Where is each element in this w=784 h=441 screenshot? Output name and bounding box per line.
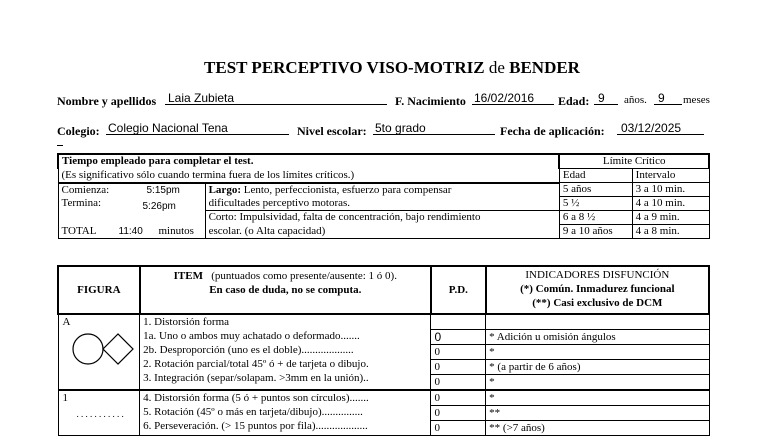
age-row-4: 9 a 10 años [559,225,632,239]
indicators-1-cells [486,390,709,436]
level-label: Nivel escolar: [297,124,367,138]
age-label: Edad: [558,94,590,108]
name-label: Nombre y apellidos [57,94,157,108]
items-table [57,265,710,436]
total-cell: TOTAL 11:40 minutos [58,225,205,239]
indicator-value: * (a partir de 6 años) [486,360,708,375]
page-title: TEST PERCEPTIVO VISO-MOTRIZ de BENDER [204,58,580,77]
age-row-2: 5 ½ [559,197,632,211]
interval-header: Intervalo [632,169,709,183]
interval-row-3: 4 a 9 min. [632,211,709,225]
birth-label: F. Nacimiento [395,94,466,108]
pd-value[interactable]: 0 [431,391,485,406]
largo-line-1: Largo: Lento, perfeccionista, esfuerzo para compensar [205,183,559,197]
indicator-value: * [489,376,495,388]
item-row: 1. Distorsión forma [143,316,230,328]
corto-line-1: Corto: Impulsividad, falta de concentración, bajo rendimiento [205,211,559,225]
indicators-header: INDICADORES DISFUNCIÓN (*) Común. Inmadurez funcional (**) Casi exclusivo de DCM [486,266,709,314]
pd-value[interactable]: 0 [431,406,485,421]
figure-1-label: 1 [62,392,68,404]
time-note: (Es significativo sólo cuando termina fuera de los límites críticos.) [58,169,559,183]
time-table [57,153,710,239]
pd-value[interactable] [431,315,485,330]
level-field[interactable]: 5to grado [375,121,426,135]
months-unit: meses [683,94,710,106]
birth-date-field[interactable]: 16/02/2016 [474,91,535,105]
pd-a-cells [431,314,486,390]
items-1-text [140,390,431,436]
item-row: 6. Perseveración. (> 15 puntos por fila)................... [143,420,368,432]
pd-value[interactable]: 0 [434,422,440,434]
indicator-value: ** (>7 años) [489,422,545,434]
figure-a-cell [58,314,140,390]
interval-row-1: 3 a 10 min. [632,183,709,197]
interval-row-2: 4 a 10 min. [632,197,709,211]
item-row: 5. Rotación (45º o más en tarjeta/dibujo)............... [143,406,363,418]
years-unit: años. [624,94,647,106]
date-label: Fecha de aplicación: [500,124,605,138]
figure-1-drawing: . . . . . . . . . . . [76,409,124,419]
end-time-field[interactable]: 5:26pm [142,200,176,212]
item-row: 3. Integración (separ/solapam. >3mm en la unión).. [143,372,369,384]
name-field[interactable]: Laia Zubieta [168,91,235,105]
total-unit: minutos [158,224,194,237]
item-row: 2. Rotación parcial/total 45º ó + de tarjeta o dibujo. [143,358,369,370]
age-years-field[interactable]: 9 [598,91,605,105]
figure-1-cell [58,390,140,436]
indicator-value: ** [486,406,708,421]
application-date-field[interactable]: 03/12/2025 [621,121,682,135]
pd-value[interactable]: 0 [434,376,440,388]
pd-1-cells [431,390,486,436]
limit-header: Límite Crítico [559,154,709,169]
figure-a-drawing [71,331,135,367]
items-a-text [140,314,431,390]
start-cell: Comienza: 5:15pm [58,183,205,197]
time-title: Tiempo empleado para completar el test. [58,154,559,169]
corto-line-2: escolar. (o Alta capacidad) [205,225,559,239]
pd-value[interactable]: 0 [431,330,485,345]
start-time-field[interactable]: 5:15pm [146,184,180,196]
indicators-a-cells [486,314,709,390]
figura-header: FIGURA [58,266,140,314]
pd-value[interactable]: 0 [431,360,485,375]
pd-value[interactable]: 0 [431,345,485,360]
age-row-1: 5 años [559,183,632,197]
indicator-value: * [486,391,708,406]
blank-cell [58,211,205,225]
indicator-value: * [486,345,708,360]
largo-line-2: dificultades perceptivo motoras. [205,197,559,211]
indicator-value: * Adición u omisión ángulos [486,330,708,345]
school-field[interactable]: Colegio Nacional Tena [108,121,228,135]
indicator-value [486,315,708,330]
age-header: Edad [559,169,632,183]
item-row: 4. Distorsión forma (5 ó + puntos son círculos)....... [143,392,369,404]
interval-row-4: 4 a 8 min. [632,225,709,239]
item-row: 2b. Desproporción (uno es el doble)................... [143,344,354,356]
age-row-3: 6 a 8 ½ [559,211,632,225]
item-header: ITEM (puntuados como presente/ausente: 1 ó 0). En caso de duda, no se computa. [140,266,431,314]
end-cell: Termina: 5:26pm [58,197,205,211]
pd-header: P.D. [431,266,486,314]
age-months-field[interactable]: 9 [658,91,665,105]
item-row: 1a. Uno o ambos muy achatado o deformado....... [143,330,360,342]
school-label: Colegio: [57,124,100,138]
total-time-field[interactable]: 11:40 [118,225,143,237]
figure-a-label: A [62,316,71,328]
